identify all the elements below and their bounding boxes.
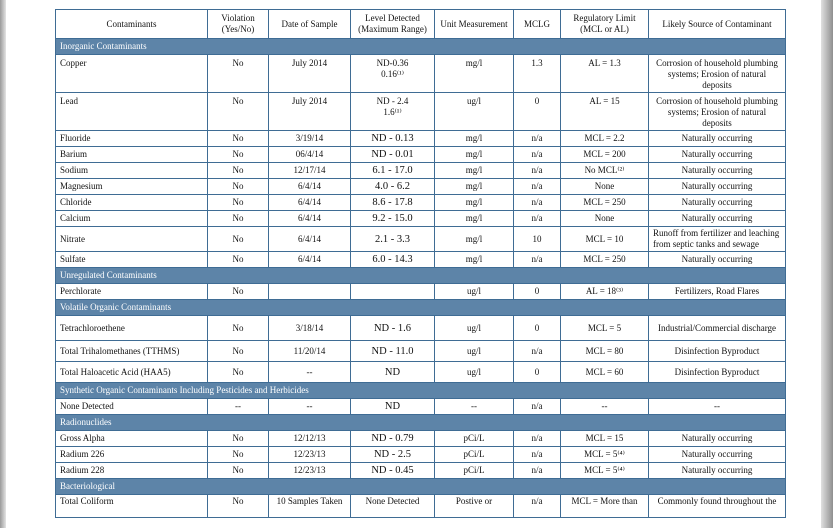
- source-cell: Corrosion of household plumbing systems; Erosion of natural deposits: [649, 55, 786, 93]
- unit-cell: ug/l: [435, 316, 514, 341]
- unit-cell: mg/l: [435, 55, 514, 93]
- violation-cell: No: [208, 211, 269, 227]
- table-row: [56, 163, 786, 179]
- source-cell: Industrial/Commercial discharge: [649, 316, 786, 341]
- water-quality-table: [55, 9, 786, 518]
- mclg-cell: n/a: [514, 179, 561, 195]
- source-cell: Runoff from fertilizer and leaching from septic tanks and sewage: [649, 227, 786, 252]
- violation-cell: No: [208, 163, 269, 179]
- limit-cell: --: [561, 399, 649, 415]
- violation-cell: No: [208, 252, 269, 268]
- unit-cell: --: [435, 399, 514, 415]
- col-header-limit: Regulatory Limit (MCL or AL): [561, 10, 649, 39]
- table-row: [56, 147, 786, 163]
- section-title: Unregulated Contaminants: [56, 268, 786, 284]
- level-cell: 8.6 - 17.8: [351, 195, 435, 211]
- mclg-cell: 10: [514, 227, 561, 252]
- violation-cell: No: [208, 227, 269, 252]
- level-cell: ND: [351, 399, 435, 415]
- level-range: ND - 2.4: [376, 96, 409, 106]
- violation-cell: No: [208, 55, 269, 93]
- section-header: [56, 268, 786, 284]
- limit-cell: None: [561, 211, 649, 227]
- source-cell: Naturally occurring: [649, 195, 786, 211]
- mclg-cell: 0: [514, 316, 561, 341]
- mclg-cell: n/a: [514, 341, 561, 362]
- date-cell: July 2014: [269, 55, 351, 93]
- section-header: [56, 39, 786, 55]
- unit-cell: Postive or: [435, 495, 514, 518]
- date-cell: 12/23/13: [269, 463, 351, 479]
- contaminant-name: Sulfate: [56, 252, 208, 268]
- table-row: [56, 447, 786, 463]
- limit-cell: MCL = 5⁽⁴⁾: [561, 463, 649, 479]
- source-cell: Corrosion of household plumbing systems; Erosion of natural deposits: [649, 93, 786, 131]
- mclg-cell: 0: [514, 284, 561, 300]
- unit-cell: mg/l: [435, 179, 514, 195]
- source-cell: Naturally occurring: [649, 447, 786, 463]
- violation-cell: No: [208, 147, 269, 163]
- violation-cell: No: [208, 447, 269, 463]
- unit-cell: mg/l: [435, 227, 514, 252]
- table-row: [56, 463, 786, 479]
- source-cell: Disinfection Byproduct: [649, 341, 786, 362]
- level-sample: 0.16⁽¹⁾: [381, 69, 404, 79]
- date-cell: 3/18/14: [269, 316, 351, 341]
- contaminant-name: Fluoride: [56, 131, 208, 147]
- unit-cell: ug/l: [435, 93, 514, 131]
- source-cell: Naturally occurring: [649, 211, 786, 227]
- source-cell: Disinfection Byproduct: [649, 362, 786, 383]
- contaminant-name: Lead: [56, 93, 208, 131]
- contaminant-name: Total Coliform: [56, 495, 208, 518]
- section-title: Radionuclides: [56, 415, 786, 431]
- table-row: [56, 55, 786, 93]
- level-cell: 6.0 - 14.3: [351, 252, 435, 268]
- contaminant-name: Sodium: [56, 163, 208, 179]
- date-cell: 12/12/13: [269, 431, 351, 447]
- unit-cell: ug/l: [435, 284, 514, 300]
- date-cell: July 2014: [269, 93, 351, 131]
- level-cell: ND: [351, 362, 435, 383]
- source-cell: Naturally occurring: [649, 179, 786, 195]
- col-header-unit: Unit Measurement: [435, 10, 514, 39]
- source-cell: Commonly found throughout the: [649, 495, 786, 518]
- limit-cell: MCL = 60: [561, 362, 649, 383]
- date-cell: [269, 284, 351, 300]
- col-header-date: Date of Sample: [269, 10, 351, 39]
- contaminant-name: Nitrate: [56, 227, 208, 252]
- table-row: [56, 362, 786, 383]
- unit-cell: ug/l: [435, 341, 514, 362]
- limit-cell: MCL = 5⁽⁴⁾: [561, 447, 649, 463]
- mclg-cell: n/a: [514, 495, 561, 518]
- level-cell: ND - 0.13: [351, 131, 435, 147]
- unit-cell: mg/l: [435, 252, 514, 268]
- contaminant-name: Total Trihalomethanes (TTHMS): [56, 341, 208, 362]
- source-cell: --: [649, 399, 786, 415]
- section-title: Bacteriological: [56, 479, 786, 495]
- table-row: [56, 316, 786, 341]
- source-cell: Naturally occurring: [649, 131, 786, 147]
- violation-cell: No: [208, 93, 269, 131]
- date-cell: 6/4/14: [269, 252, 351, 268]
- mclg-cell: n/a: [514, 147, 561, 163]
- table-row: [56, 227, 786, 252]
- mclg-cell: n/a: [514, 447, 561, 463]
- col-header-violation: Violation (Yes/No): [208, 10, 269, 39]
- col-header-mclg: MCLG: [514, 10, 561, 39]
- violation-cell: No: [208, 495, 269, 518]
- level-cell: 4.0 - 6.2: [351, 179, 435, 195]
- level-cell: ND - 0.79: [351, 431, 435, 447]
- section-header: [56, 479, 786, 495]
- source-cell: Fertilizers, Road Flares: [649, 284, 786, 300]
- mclg-cell: n/a: [514, 463, 561, 479]
- violation-cell: No: [208, 341, 269, 362]
- level-cell: [351, 55, 435, 93]
- contaminant-name: Tetrachloroethene: [56, 316, 208, 341]
- violation-cell: No: [208, 316, 269, 341]
- date-cell: 06/4/14: [269, 147, 351, 163]
- violation-cell: --: [208, 399, 269, 415]
- mclg-cell: 0: [514, 93, 561, 131]
- contaminant-name: Calcium: [56, 211, 208, 227]
- document-page: [55, 9, 785, 518]
- level-cell: ND - 0.45: [351, 463, 435, 479]
- limit-cell: MCL = 250: [561, 252, 649, 268]
- unit-cell: mg/l: [435, 211, 514, 227]
- level-range: ND-0.36: [376, 58, 409, 68]
- level-cell: 2.1 - 3.3: [351, 227, 435, 252]
- mclg-cell: n/a: [514, 131, 561, 147]
- contaminant-name: Barium: [56, 147, 208, 163]
- date-cell: 6/4/14: [269, 195, 351, 211]
- table-row: [56, 431, 786, 447]
- unit-cell: pCi/L: [435, 431, 514, 447]
- unit-cell: pCi/L: [435, 447, 514, 463]
- limit-cell: MCL = More than: [561, 495, 649, 518]
- table-row: [56, 341, 786, 362]
- contaminant-name: Gross Alpha: [56, 431, 208, 447]
- limit-cell: MCL = 10: [561, 227, 649, 252]
- col-header-contaminants: Contaminants: [56, 10, 208, 39]
- table-header-row: [56, 10, 786, 39]
- section-title: Synthetic Organic Contaminants Including Pesticides and Herbicides: [56, 383, 786, 399]
- violation-cell: No: [208, 195, 269, 211]
- unit-cell: mg/l: [435, 131, 514, 147]
- contaminant-name: None Detected: [56, 399, 208, 415]
- date-cell: --: [269, 399, 351, 415]
- page-edge-left: [0, 0, 6, 528]
- level-cell: None Detected: [351, 495, 435, 518]
- mclg-cell: n/a: [514, 195, 561, 211]
- level-cell: [351, 284, 435, 300]
- violation-cell: No: [208, 431, 269, 447]
- table-row: [56, 131, 786, 147]
- section-header: [56, 415, 786, 431]
- source-cell: Naturally occurring: [649, 252, 786, 268]
- limit-cell: MCL = 250: [561, 195, 649, 211]
- level-sample: 1.6⁽¹⁾: [383, 107, 402, 117]
- mclg-cell: n/a: [514, 211, 561, 227]
- section-title: Volatile Organic Contaminants: [56, 300, 786, 316]
- table-row: [56, 495, 786, 518]
- level-cell: ND - 1.6: [351, 316, 435, 341]
- table-row: [56, 211, 786, 227]
- level-cell: ND - 11.0: [351, 341, 435, 362]
- violation-cell: No: [208, 463, 269, 479]
- date-cell: 12/17/14: [269, 163, 351, 179]
- source-cell: Naturally occurring: [649, 431, 786, 447]
- date-cell: 6/4/14: [269, 179, 351, 195]
- col-header-level: Level Detected (Maximum Range): [351, 10, 435, 39]
- limit-cell: None: [561, 179, 649, 195]
- page-edge-right: [821, 0, 833, 528]
- level-cell: 6.1 - 17.0: [351, 163, 435, 179]
- limit-cell: AL = 15: [561, 93, 649, 131]
- limit-cell: MCL = 5: [561, 316, 649, 341]
- source-cell: Naturally occurring: [649, 147, 786, 163]
- contaminant-name: Perchlorate: [56, 284, 208, 300]
- level-cell: 9.2 - 15.0: [351, 211, 435, 227]
- table-row: [56, 399, 786, 415]
- date-cell: 10 Samples Taken: [269, 495, 351, 518]
- unit-cell: mg/l: [435, 147, 514, 163]
- violation-cell: No: [208, 284, 269, 300]
- contaminant-name: Radium 226: [56, 447, 208, 463]
- table-row: [56, 93, 786, 131]
- violation-cell: No: [208, 179, 269, 195]
- mclg-cell: 1.3: [514, 55, 561, 93]
- level-cell: ND - 2.5: [351, 447, 435, 463]
- date-cell: 12/23/13: [269, 447, 351, 463]
- limit-cell: AL = 1.3: [561, 55, 649, 93]
- level-cell: ND - 0.01: [351, 147, 435, 163]
- table-row: [56, 179, 786, 195]
- unit-cell: ug/l: [435, 362, 514, 383]
- limit-cell: No MCL⁽²⁾: [561, 163, 649, 179]
- col-header-source: Likely Source of Contaminant: [649, 10, 786, 39]
- table-row: [56, 252, 786, 268]
- source-cell: Naturally occurring: [649, 163, 786, 179]
- table-row: [56, 195, 786, 211]
- mclg-cell: 0: [514, 362, 561, 383]
- contaminant-name: Total Haloacetic Acid (HAA5): [56, 362, 208, 383]
- contaminant-name: Copper: [56, 55, 208, 93]
- limit-cell: MCL = 15: [561, 431, 649, 447]
- limit-cell: MCL = 200: [561, 147, 649, 163]
- section-header: [56, 300, 786, 316]
- date-cell: --: [269, 362, 351, 383]
- mclg-cell: n/a: [514, 431, 561, 447]
- date-cell: 6/4/14: [269, 211, 351, 227]
- unit-cell: mg/l: [435, 195, 514, 211]
- contaminant-name: Radium 228: [56, 463, 208, 479]
- date-cell: 6/4/14: [269, 227, 351, 252]
- source-cell: Naturally occurring: [649, 463, 786, 479]
- mclg-cell: n/a: [514, 399, 561, 415]
- contaminant-name: Magnesium: [56, 179, 208, 195]
- section-header: [56, 383, 786, 399]
- limit-cell: AL = 18⁽³⁾: [561, 284, 649, 300]
- mclg-cell: n/a: [514, 163, 561, 179]
- table-row: [56, 284, 786, 300]
- violation-cell: No: [208, 131, 269, 147]
- date-cell: 3/19/14: [269, 131, 351, 147]
- contaminant-name: Chloride: [56, 195, 208, 211]
- unit-cell: mg/l: [435, 163, 514, 179]
- level-cell: [351, 93, 435, 131]
- unit-cell: pCi/L: [435, 463, 514, 479]
- limit-cell: MCL = 2.2: [561, 131, 649, 147]
- mclg-cell: n/a: [514, 252, 561, 268]
- date-cell: 11/20/14: [269, 341, 351, 362]
- limit-cell: MCL = 80: [561, 341, 649, 362]
- violation-cell: No: [208, 362, 269, 383]
- section-title: Inorganic Contaminants: [56, 39, 786, 55]
